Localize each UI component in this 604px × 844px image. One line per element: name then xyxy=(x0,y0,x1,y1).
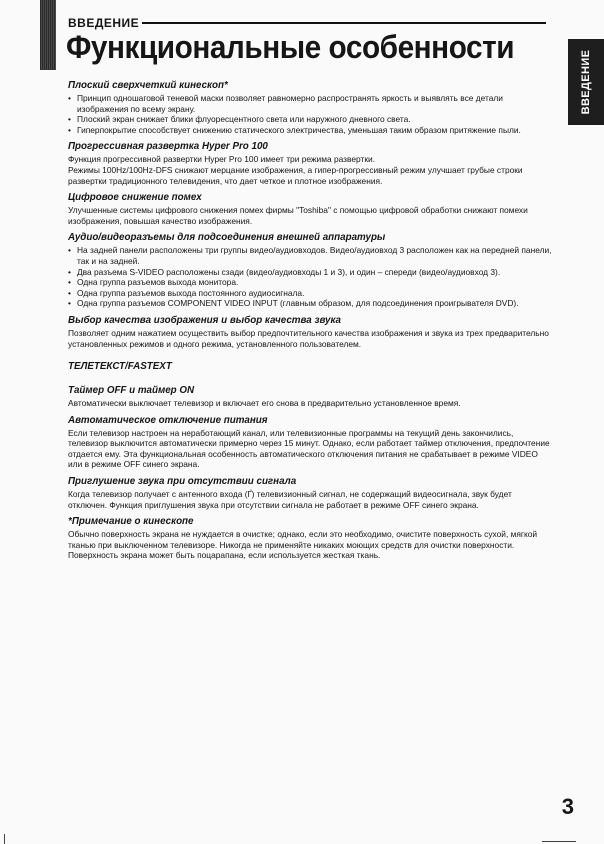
section-tube-note xyxy=(68,516,553,561)
section-flat-screen xyxy=(68,80,553,135)
list-item: • Одна группа разъемов COMPONENT VIDEO INPUT (главным образом, для подсоединения проигрывателя DVD). xyxy=(68,298,553,309)
section-label: ВВЕДЕНИЕ xyxy=(68,16,140,30)
paragraph: Режимы 100Hz/100Hz-DFS снижают мерцание изображения, а гипер-прогрессивный режим улучшает грубые строки развертки традиционного телевидения, что дает четкое и плотное изображения. xyxy=(68,164,523,186)
crop-mark xyxy=(4,834,13,844)
paragraph: Функция прогрессивной развертки Hyper Pro 100 имеет три режима развертки. xyxy=(68,154,376,165)
section-heading: Таймер OFF и таймер ON xyxy=(68,385,195,397)
section-av-connectors xyxy=(68,232,553,309)
bottom-rule xyxy=(542,841,576,842)
section-heading: Выбор качества изображения и выбор качества звука xyxy=(68,314,341,326)
left-edge-bar xyxy=(40,0,56,70)
section-heading: Плоский сверхчеткий кинескоп* xyxy=(68,80,228,91)
section-timer xyxy=(68,385,553,409)
paragraph: Автоматически выключает телевизор и включает его снова в предварительно установленное время. xyxy=(68,398,461,409)
bullet-list xyxy=(68,93,553,135)
section-heading: Прогрессивная развертка Hyper Pro 100 xyxy=(68,141,268,153)
section-progressive-scan xyxy=(68,141,553,186)
side-tab xyxy=(568,39,604,125)
paragraph: Когда телевизор получает с антенного входа (Ґ) телевизионный сигнал, не содержащий видеосигнала, звук будет отключен. Функция приглушения звука при отсутствии сигнала не работает в режиме OFF синего экрана. xyxy=(68,489,512,510)
list-item: • Два разъема S-VIDEO расположены сзади (видео/аудиовходы 1 и 3), и один – спереди (видео/аудиовход 3). xyxy=(68,267,553,278)
paragraph: Улучшенные системы цифрового снижения помех фирмы "Toshiba" с помощью цифровой обработки снижают помехи изображения, повышая качество изображения. xyxy=(68,205,528,226)
page-number: 3 xyxy=(561,794,574,819)
list-item: • Принцип одношаговой теневой маски позволяет равномерно распространять яркость и выявлять все детали изображения по всему экрану. xyxy=(68,93,553,114)
section-auto-power-off xyxy=(68,415,553,470)
section-no-signal-mute xyxy=(68,476,553,510)
section-heading: Цифровое снижение помех xyxy=(68,192,202,204)
section-heading: Автоматическое отключение питания xyxy=(68,414,268,426)
list-item: • На задней панели расположены три группы видео/аудиовходов. Видео/аудиовход 3 расположен как на передней панели, так и на задней. xyxy=(68,245,553,266)
teletext-heading: ТЕЛЕТЕКСТ/FASTEXT xyxy=(68,361,172,373)
list-item: • Плоский экран снижает блики флуоресцентного света или наружного дневного света. xyxy=(68,114,553,125)
paragraph: Обычно поверхность экрана не нуждается в очистке; однако, если это необходимо, очистите поверхность сухой, мягкой тканью при выключенном телевизоре. Никогда не применяйте никаких моющих средств для очистки поверхности. Поверхность экрана может быть поцарапана, если используется жесткая ткань. xyxy=(68,529,538,561)
list-item: • Одна группа разъемов выхода постоянного аудиосигнала. xyxy=(68,288,553,299)
section-rule xyxy=(142,22,546,24)
page-title: Функциональные особенности xyxy=(66,29,515,65)
list-item: • Гиперпокрытие способствует снижению статического электричества, уменьшая таким образом притяжение пыли. xyxy=(68,125,553,136)
bullet-list xyxy=(68,245,553,309)
paragraph: Позволяет одним нажатием осуществить выбор предпочтительного качества изображения и звука из трех предварительно установленных режимов и одного режима, установленного пользователем. xyxy=(68,327,549,349)
section-heading: *Примечание о кинескопе xyxy=(68,516,194,528)
content xyxy=(68,80,553,567)
section-picture-sound-select xyxy=(68,315,553,349)
section-heading: Аудио/видеоразъемы для подсоединения внешней аппаратуры xyxy=(68,232,386,244)
section-heading: Приглушение звука при отсутствии сигнала xyxy=(68,476,297,488)
section-noise-reduction xyxy=(68,192,553,226)
list-item: • Одна группа разъемов выхода монитора. xyxy=(68,277,553,288)
paragraph: Если телевизор настроен на неработающий канал, или телевизионные программы на текущий день закончились, телевизор выключится автоматически примерно через 15 минут. Однако, если работает таймер отключения, предпочтение отдается ему. Эта функциональная особенность автоматического отключения питания не срабатывает в режиме VIDEO или в режиме OFF синего экрана. xyxy=(68,427,550,470)
side-tab-label: ВВЕДЕНИЕ xyxy=(580,49,592,115)
